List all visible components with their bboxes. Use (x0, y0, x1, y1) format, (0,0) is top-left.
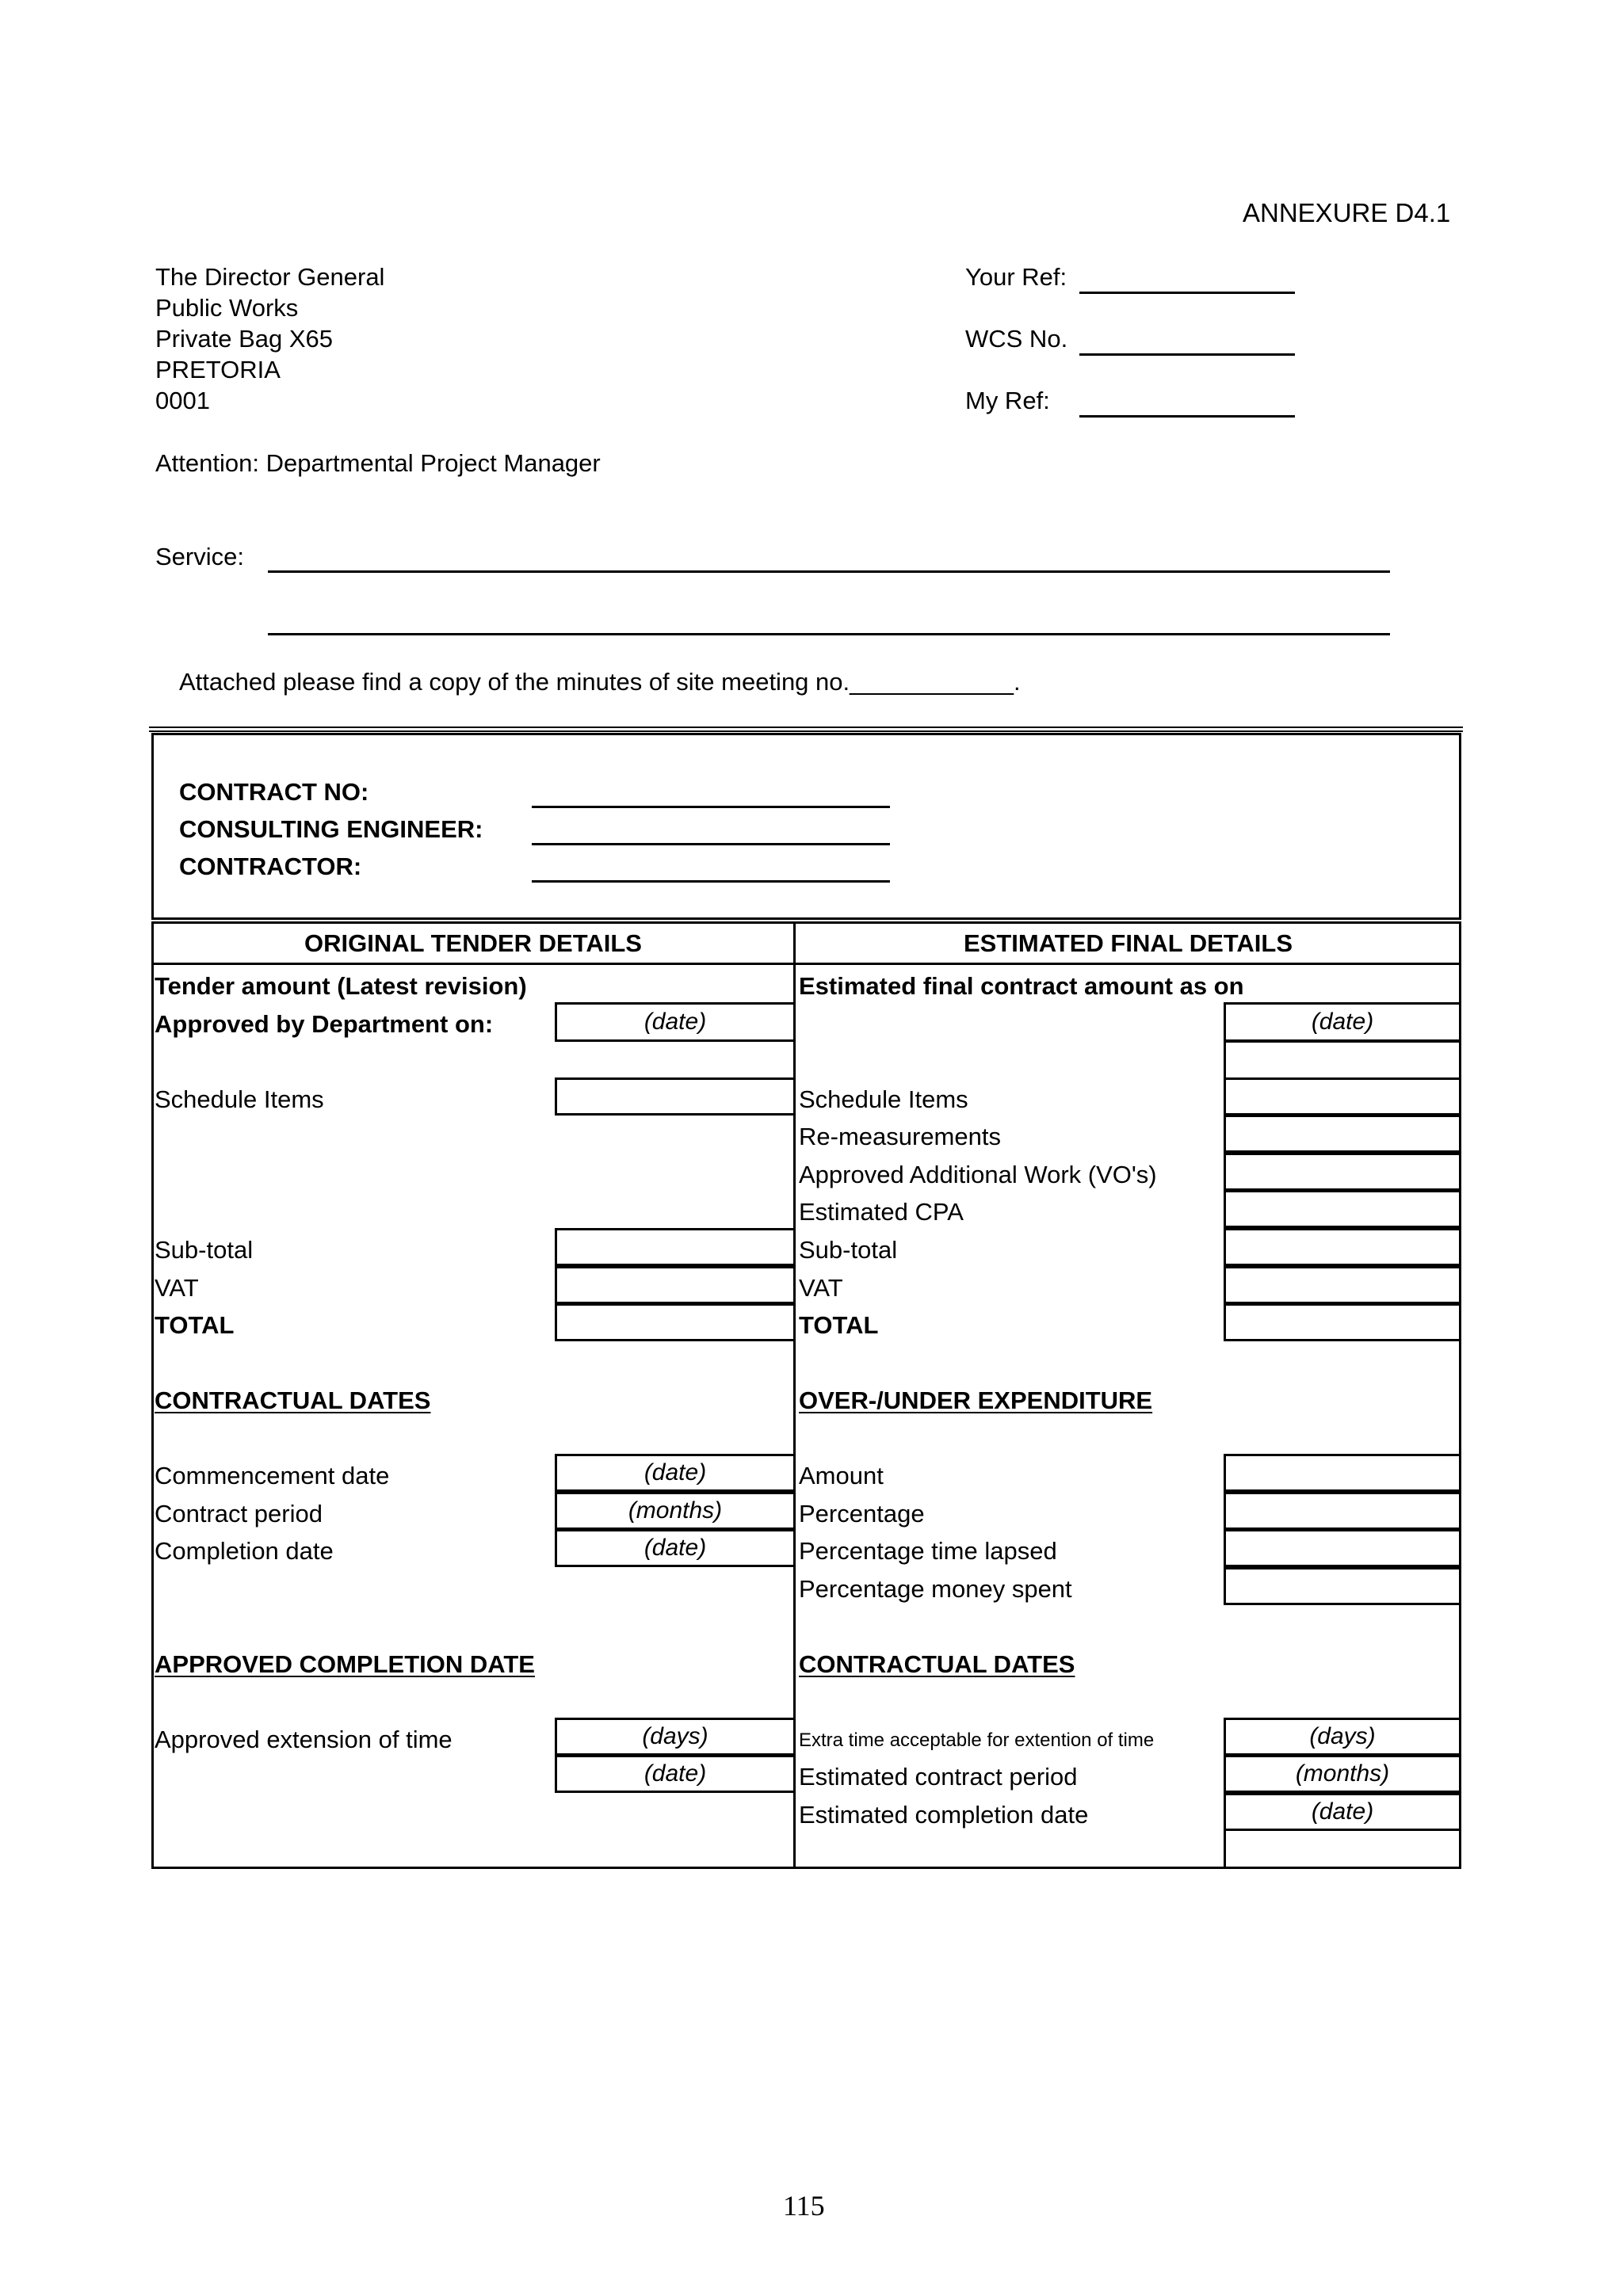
right-subtotal-label: Sub-total (799, 1236, 898, 1264)
extension-days-hint: (days) (642, 1723, 708, 1749)
contractor-label: CONTRACTOR: (179, 852, 362, 880)
your-ref-field[interactable] (1079, 292, 1295, 294)
service-field-1[interactable] (268, 570, 1390, 573)
pct-time-label: Percentage time lapsed (799, 1537, 1057, 1565)
est-completion-hint: (date) (1311, 1798, 1374, 1825)
contract-period-hint: (months) (628, 1497, 723, 1524)
extra-days-cell[interactable] (1224, 1718, 1461, 1756)
wcs-no-field[interactable] (1079, 353, 1295, 356)
address-line-4: PRETORIA (155, 356, 281, 383)
separator-top (149, 727, 1463, 728)
pct-money-label: Percentage money spent (799, 1575, 1072, 1603)
address-line-2: Public Works (155, 294, 299, 322)
right-header: ESTIMATED FINAL DETAILS (963, 929, 1293, 957)
commencement-hint: (date) (643, 1459, 707, 1486)
commencement-cell[interactable] (555, 1454, 796, 1492)
left-total-label: TOTAL (155, 1311, 235, 1339)
annexure-label: ANNEXURE D4.1 (1243, 198, 1451, 227)
address-line-1: The Director General (155, 263, 385, 291)
completion-label: Completion date (155, 1537, 334, 1565)
page-number: 115 (783, 2190, 825, 2222)
estimated-blank-row (1224, 1040, 1461, 1043)
remeasurements-label: Re-measurements (799, 1123, 1001, 1150)
percentage-cell[interactable] (1224, 1492, 1461, 1530)
extension-date-hint: (date) (643, 1760, 707, 1787)
header-row-line (151, 963, 1461, 965)
approved-additional-cell[interactable] (1224, 1153, 1461, 1191)
approved-completion-heading: APPROVED COMPLETION DATE (155, 1650, 535, 1678)
contractor-field[interactable] (532, 880, 890, 883)
left-header: ORIGINAL TENDER DETAILS (304, 929, 642, 957)
left-vat-cell[interactable] (555, 1266, 796, 1304)
approved-extension-label: Approved extension of time (155, 1726, 453, 1753)
approved-date-cell[interactable] (555, 1002, 796, 1042)
right-subtotal-cell[interactable] (1224, 1228, 1461, 1266)
est-period-label: Estimated contract period (799, 1763, 1078, 1791)
remeasurements-cell[interactable] (1224, 1115, 1461, 1153)
right-contractual-dates-heading: CONTRACTUAL DATES (799, 1650, 1075, 1678)
pct-money-cell[interactable] (1224, 1567, 1461, 1605)
commencement-label: Commencement date (155, 1462, 390, 1489)
right-schedule-items-label: Schedule Items (799, 1085, 968, 1113)
extension-date-cell[interactable] (555, 1755, 796, 1793)
right-vat-label: VAT (799, 1274, 843, 1302)
est-completion-cell[interactable] (1224, 1793, 1461, 1831)
estimated-date-hint: (date) (1311, 1009, 1374, 1035)
left-schedule-items-label: Schedule Items (155, 1085, 324, 1113)
amount-cell[interactable] (1224, 1454, 1461, 1492)
right-vat-cell[interactable] (1224, 1266, 1461, 1304)
completion-hint: (date) (643, 1535, 707, 1561)
estimated-cpa-label: Estimated CPA (799, 1198, 964, 1226)
est-period-cell[interactable] (1224, 1755, 1461, 1793)
extra-days-hint: (days) (1309, 1723, 1376, 1749)
tender-amount-label: Tender amount (Latest revision) (155, 972, 527, 1000)
contract-no-label: CONTRACT NO: (179, 778, 369, 806)
approved-date-hint: (date) (643, 1009, 707, 1035)
estimated-final-label: Estimated final contract amount as on (799, 972, 1244, 1000)
right-total-cell[interactable] (1224, 1303, 1461, 1341)
estimated-date-cell[interactable] (1224, 1002, 1461, 1042)
attached-text: Attached please find a copy of the minutes of site meeting no.____________. (179, 668, 1021, 696)
amount-label: Amount (799, 1462, 884, 1489)
est-blank-edge (1224, 1830, 1226, 1868)
left-subtotal-cell[interactable] (555, 1228, 796, 1266)
estimated-blank-edge (1224, 1040, 1226, 1080)
service-field-2[interactable] (268, 633, 1390, 635)
consulting-engineer-field[interactable] (532, 843, 890, 845)
wcs-no-label: WCS No. (965, 325, 1068, 353)
service-label: Service: (155, 543, 244, 570)
left-vat-label: VAT (155, 1274, 199, 1302)
your-ref-label: Your Ref: (965, 263, 1067, 291)
extension-days-cell[interactable] (555, 1718, 796, 1756)
est-completion-label: Estimated completion date (799, 1801, 1089, 1829)
my-ref-label: My Ref: (965, 387, 1050, 414)
approved-by-label: Approved by Department on: (155, 1010, 494, 1038)
attention-line: Attention: Departmental Project Manager (155, 449, 601, 477)
over-under-heading: OVER-/UNDER EXPENDITURE (799, 1386, 1153, 1414)
percentage-label: Percentage (799, 1500, 925, 1527)
contract-no-field[interactable] (532, 806, 890, 808)
contract-period-label: Contract period (155, 1500, 323, 1527)
pct-time-cell[interactable] (1224, 1529, 1461, 1567)
left-schedule-items-cell[interactable] (555, 1077, 796, 1116)
consulting-engineer-label: CONSULTING ENGINEER: (179, 815, 483, 843)
contract-period-cell[interactable] (555, 1492, 796, 1530)
extra-time-label: Extra time acceptable for extention of time (799, 1730, 1155, 1751)
left-total-cell[interactable] (555, 1303, 796, 1341)
estimated-cpa-cell[interactable] (1224, 1190, 1461, 1228)
address-line-3: Private Bag X65 (155, 325, 334, 353)
contractual-dates-heading: CONTRACTUAL DATES (155, 1386, 431, 1414)
left-subtotal-label: Sub-total (155, 1236, 254, 1264)
separator-bottom (149, 730, 1463, 732)
approved-additional-label: Approved Additional Work (VO's) (799, 1161, 1157, 1188)
right-schedule-items-cell[interactable] (1224, 1077, 1461, 1116)
est-period-hint: (months) (1295, 1760, 1390, 1787)
my-ref-field[interactable] (1079, 415, 1295, 418)
address-line-5: 0001 (155, 387, 210, 414)
completion-cell[interactable] (555, 1529, 796, 1567)
right-total-label: TOTAL (799, 1311, 879, 1339)
